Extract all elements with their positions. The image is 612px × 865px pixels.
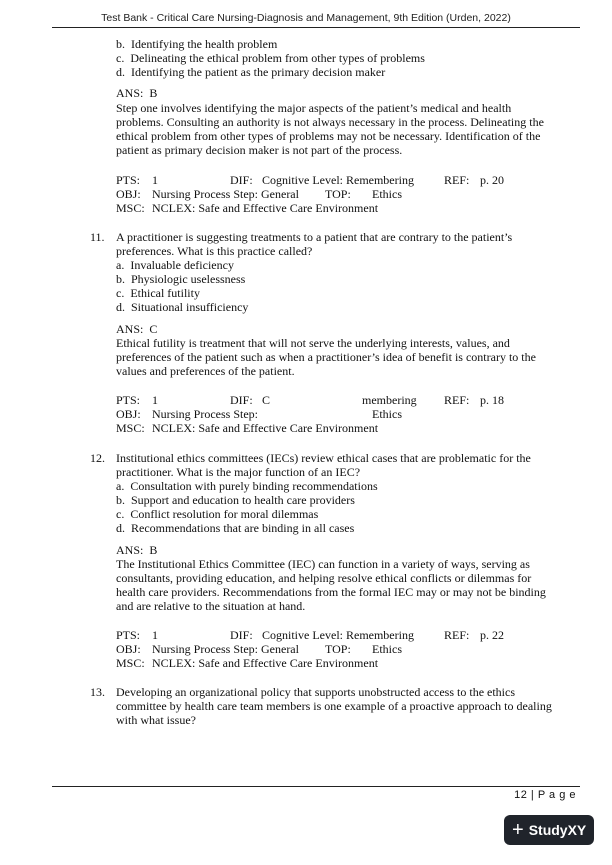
q11-stem: A practitioner is suggesting treatments to a patient that are contrary to the patient’s preferences. What is this practice called? xyxy=(116,230,513,258)
q12-top-value: Ethics xyxy=(372,642,402,656)
q12-top-label: TOP: xyxy=(325,642,351,656)
q11-dif-fragment-b: membering xyxy=(362,393,417,407)
q10-obj-label: OBJ: xyxy=(116,187,141,201)
q11-option-c: c. Ethical futility xyxy=(116,286,200,300)
q11-number: 11. xyxy=(90,230,105,244)
q10-dif-label: DIF: xyxy=(230,173,253,187)
q10-obj-value: Nursing Process Step: General xyxy=(152,187,299,201)
q10-pts-label: PTS: xyxy=(116,173,141,187)
q11-answer: ANS: C xyxy=(116,322,158,336)
q10-top-label: TOP: xyxy=(325,187,351,201)
q12-ref-label: REF: xyxy=(444,628,470,642)
plus-icon: + xyxy=(512,819,524,841)
q12-answer: ANS: B xyxy=(116,543,158,557)
q12-option-b: b. Support and education to health care providers xyxy=(116,493,355,507)
q12-option-c: c. Conflict resolution for moral dilemmas xyxy=(116,507,319,521)
q11-ref-value: p. 18 xyxy=(480,393,504,407)
q12-msc-value: NCLEX: Safe and Effective Care Environment xyxy=(152,656,379,670)
q12-msc-label: MSC: xyxy=(116,656,145,670)
footer-divider xyxy=(52,786,580,787)
q12-dif-label: DIF: xyxy=(230,628,253,642)
q12-rationale: The Institutional Ethics Committee (IEC) can function in a variety of ways, serving as consultants, providing education, and helping resolve ethical conflicts or dilemmas for health care providers. Recommendations from the formal IEC may or may not be binding and are relative to the situation at hand. xyxy=(116,557,546,613)
document-header: Test Bank - Critical Care Nursing-Diagnosis and Management, 9th Edition (Urden, 2022) xyxy=(101,12,511,24)
q11-option-b: b. Physiologic uselessness xyxy=(116,272,246,286)
q11-obj-label: OBJ: xyxy=(116,407,141,421)
q10-rationale: Step one involves identifying the major aspects of the patient’s medical and health problems. Consulting an authority is not always necessary in the process. Delineating the ethical problem from other types of problems may not be necessary. Identification of the patient as primary decision maker is not part of the process. xyxy=(116,101,544,157)
q10-pts-value: 1 xyxy=(152,173,158,187)
q12-ref-value: p. 22 xyxy=(480,628,504,642)
q10-top-value: Ethics xyxy=(372,187,402,201)
q10-answer: ANS: B xyxy=(116,86,158,100)
q11-obj-value: Nursing Process Step: xyxy=(152,407,258,421)
q10-ref-label: REF: xyxy=(444,173,470,187)
q11-pts-label: PTS: xyxy=(116,393,141,407)
q10-option-c: c. Delineating the ethical problem from other types of problems xyxy=(116,51,425,65)
q11-ref-label: REF: xyxy=(444,393,470,407)
q12-pts-value: 1 xyxy=(152,628,158,642)
header-divider xyxy=(52,27,580,28)
q10-msc-value: NCLEX: Safe and Effective Care Environment xyxy=(152,201,379,215)
studyxy-logo[interactable] xyxy=(504,815,594,845)
q11-option-d: d. Situational insufficiency xyxy=(116,300,249,314)
q11-pts-value: 1 xyxy=(152,393,158,407)
q12-obj-value: Nursing Process Step: General xyxy=(152,642,299,656)
q13-number: 13. xyxy=(90,685,105,699)
q12-pts-label: PTS: xyxy=(116,628,141,642)
q10-option-d: d. Identifying the patient as the primary decision maker xyxy=(116,65,386,79)
q12-option-d: d. Recommendations that are binding in all cases xyxy=(116,521,355,535)
q10-msc-label: MSC: xyxy=(116,201,145,215)
q11-rationale: Ethical futility is treatment that will not serve the underlying interests, values, and preferences of the patient such as when a practitioner’s idea of benefit is contrary to the values and preferences of the patient. xyxy=(116,336,536,378)
q11-top-value: Ethics xyxy=(372,407,402,421)
q11-option-a: a. Invaluable deficiency xyxy=(116,258,234,272)
q11-dif-label: DIF: xyxy=(230,393,253,407)
q11-msc-label: MSC: xyxy=(116,421,145,435)
q10-ref-value: p. 20 xyxy=(480,173,504,187)
q12-number: 12. xyxy=(90,451,105,465)
q12-obj-label: OBJ: xyxy=(116,642,141,656)
page-number: 12 | P a g e xyxy=(514,789,576,801)
q11-dif-fragment-a: C xyxy=(262,393,271,407)
q13-stem: Developing an organizational policy that supports unobstructed access to the ethics committee by health care team members is one example of a proactive approach to dealing with what issue? xyxy=(116,685,552,727)
q12-stem: Institutional ethics committees (IECs) review ethical cases that are problematic for the practitioner. What is the major function of an IEC? xyxy=(116,451,531,479)
q10-dif-value: Cognitive Level: Remembering xyxy=(262,173,414,187)
q12-dif-value: Cognitive Level: Remembering xyxy=(262,628,414,642)
q12-option-a: a. Consultation with purely binding recommendations xyxy=(116,479,378,493)
brand-name: StudyXY xyxy=(528,822,587,838)
q11-msc-value: NCLEX: Safe and Effective Care Environment xyxy=(152,421,379,435)
q10-option-b: b. Identifying the health problem xyxy=(116,37,278,51)
